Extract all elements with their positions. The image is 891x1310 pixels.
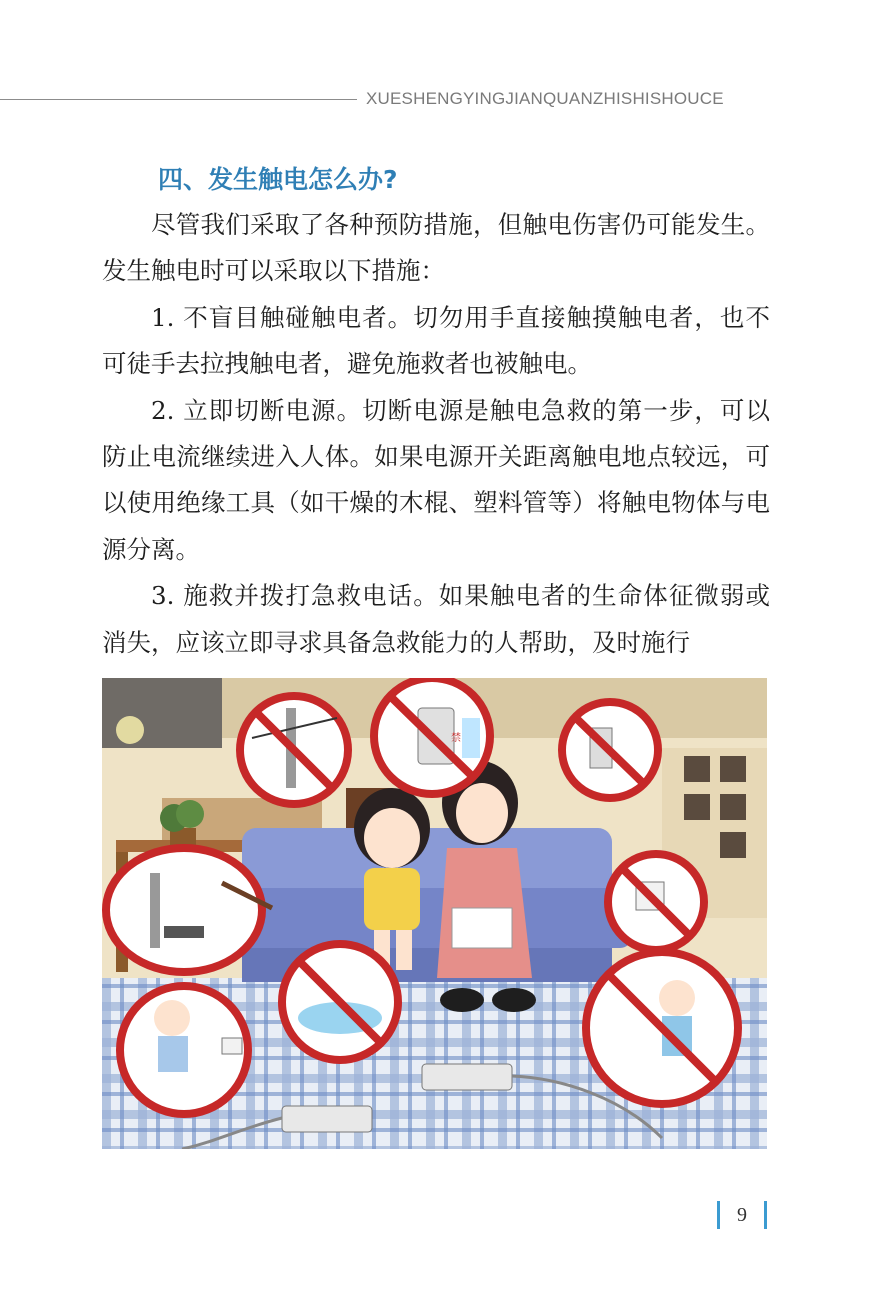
power-strip — [282, 1106, 372, 1132]
paragraph-step-1: 1. 不盲目触碰触电者。切勿用手直接触摸触电者，也不可徒手去拉拽触电者，避免施救者也被触电。 — [102, 302, 770, 379]
page-number-box — [717, 1201, 767, 1229]
prohibition-sign-socket-matches — [374, 678, 490, 794]
header-rule — [0, 99, 357, 100]
prohibition-sign-plugs — [562, 702, 658, 798]
girl-yellow-dress — [364, 868, 420, 930]
paragraph-step-2: 2. 立即切断电源。切断电源是触电急救的第一步，可以防止电流继续进入人体。如果电源开关距离触电地点较远，可以使用绝缘工具（如干燥的木棍、塑料管等）将触电物体与电源分离。 — [102, 395, 770, 564]
prohibition-sign-wet-socket — [608, 854, 704, 950]
sofa-seat — [222, 888, 632, 948]
section-title: 四、发生触电怎么办? — [158, 165, 398, 194]
page-number: 9 — [737, 1203, 747, 1226]
paragraph-intro: 尽管我们采取了各种预防措施，但触电伤害仍可能发生。发生触电时可以采取以下措施： — [102, 210, 770, 286]
prohibition-sign-child-shock — [586, 952, 738, 1104]
running-header: XUESHENGYINGJIANQUANZHISHISHOUCE — [366, 89, 724, 108]
paragraph-step-3: 3. 施救并拨打急救电话。如果触电者的生命体征微弱或消失，应该立即寻求具备急救能力的人帮助，及时施行 — [102, 581, 770, 657]
power-strip — [422, 1064, 512, 1090]
stamp-text: 禁 — [451, 733, 461, 744]
electric-safety-illustration — [102, 678, 767, 1149]
prohibition-sign-fountain — [282, 944, 398, 1060]
prohibition-sign-power-pole — [240, 696, 348, 804]
illustration-bubble-safe-boy — [120, 986, 248, 1114]
body-text — [102, 202, 770, 666]
